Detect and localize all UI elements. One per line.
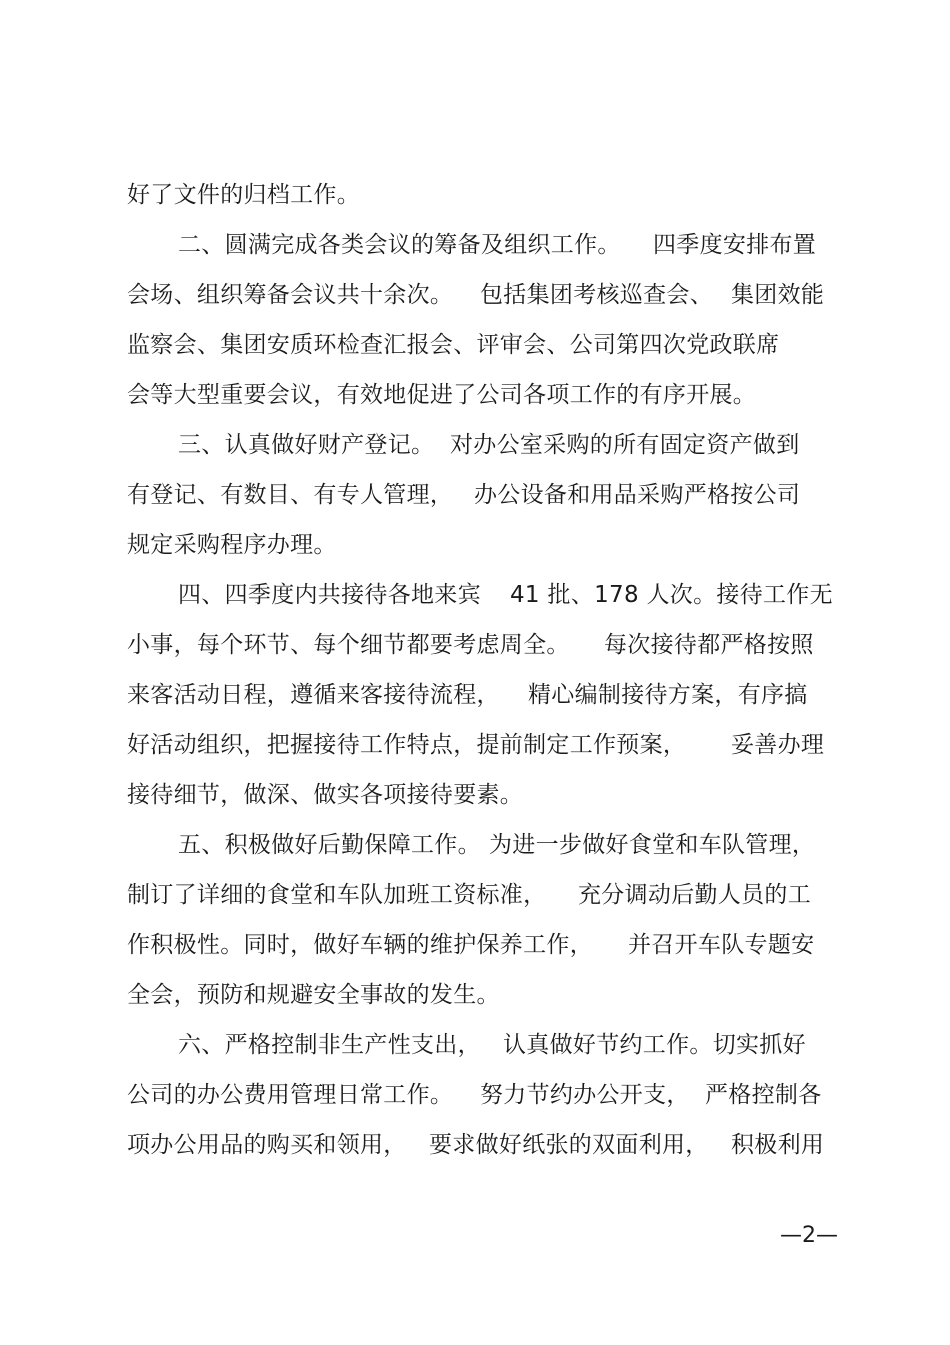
text-segment: 项办公用品的购买和领用，	[127, 1132, 407, 1158]
text-segment: 认真做好节约工作。切实抓好	[503, 1032, 806, 1058]
text-segment: 41 批、178 人次。接待工作无	[510, 582, 833, 608]
text-line-8	[0, 525, 950, 565]
text-segment: 规定采购程序办理。	[127, 532, 337, 558]
page-number: —2—	[780, 1223, 838, 1248]
text-segment: 二、圆满完成各类会议的筹备及组织工作。	[178, 232, 621, 258]
text-line-18	[0, 1025, 950, 1065]
text-line-4	[0, 325, 950, 365]
text-segment: 接待细节，做深、做实各项接待要素。	[127, 782, 524, 808]
text-line-2	[0, 225, 950, 265]
text-segment: 集团效能	[731, 282, 825, 308]
text-segment: 要求做好纸张的双面利用，	[429, 1132, 709, 1158]
text-line-7	[0, 475, 950, 515]
text-segment: 好活动组织，把握接待工作特点，提前制定工作预案，	[127, 732, 687, 758]
text-line-15	[0, 875, 950, 915]
text-segment: 小事，每个环节、每个细节都要考虑周全。	[127, 632, 570, 658]
text-segment: 包括集团考核巡查会、	[480, 282, 713, 308]
text-segment: 会场、组织筹备会议共十余次。	[127, 282, 454, 308]
text-line-14	[0, 825, 950, 865]
text-segment: 为进一步做好食堂和车队管理，	[489, 832, 816, 858]
text-segment: 四、四季度内共接待各地来宾	[178, 582, 481, 608]
text-segment: 每次接待都严格按照	[604, 632, 814, 658]
text-segment: 有登记、有数目、有专人管理，	[127, 482, 454, 508]
text-segment: 三、认真做好财产登记。	[178, 432, 435, 458]
text-line-11	[0, 675, 950, 715]
text-segment: 充分调动后勤人员的工	[578, 882, 811, 908]
text-segment: 监察会、集团安质环检查汇报会、评审会、公司第四次党政联席	[127, 332, 780, 358]
text-segment: 全会，预防和规避安全事故的发生。	[127, 982, 500, 1008]
text-segment: 作积极性。同时，做好车辆的维护保养工作，	[127, 932, 593, 958]
text-segment: 妥善办理	[731, 732, 825, 758]
text-line-16	[0, 925, 950, 965]
text-line-5	[0, 375, 950, 415]
text-segment: 严格控制各	[705, 1082, 822, 1108]
text-segment: 积极利用	[731, 1132, 825, 1158]
text-segment: 四季度安排布置	[653, 232, 817, 258]
text-segment: 好了文件的归档工作。	[127, 182, 360, 208]
text-line-17	[0, 975, 950, 1015]
text-segment: 五、积极做好后勤保障工作。	[178, 832, 481, 858]
text-segment: 六、严格控制非生产性支出，	[178, 1032, 481, 1058]
text-line-3	[0, 275, 950, 315]
text-segment: 并召开车队专题安	[628, 932, 815, 958]
text-line-1	[0, 175, 950, 215]
text-line-12	[0, 725, 950, 765]
text-segment: 来客活动日程，遵循来客接待流程，	[127, 682, 500, 708]
text-line-10	[0, 625, 950, 665]
text-line-9	[0, 575, 950, 615]
text-segment: 努力节约办公开支，	[480, 1082, 690, 1108]
text-segment: 公司的办公费用管理日常工作。	[127, 1082, 454, 1108]
text-segment: 会等大型重要会议，有效地促进了公司各项工作的有序开展。	[127, 382, 757, 408]
text-segment: 办公设备和用品采购严格按公司	[474, 482, 801, 508]
text-segment: 对办公室采购的所有固定资产做到	[450, 432, 800, 458]
text-line-13	[0, 775, 950, 815]
text-segment: 制订了详细的食堂和车队加班工资标准，	[127, 882, 547, 908]
text-line-6	[0, 425, 950, 465]
text-line-19	[0, 1075, 950, 1115]
text-line-20	[0, 1125, 950, 1165]
text-segment: 精心编制接待方案，有序搞	[528, 682, 808, 708]
